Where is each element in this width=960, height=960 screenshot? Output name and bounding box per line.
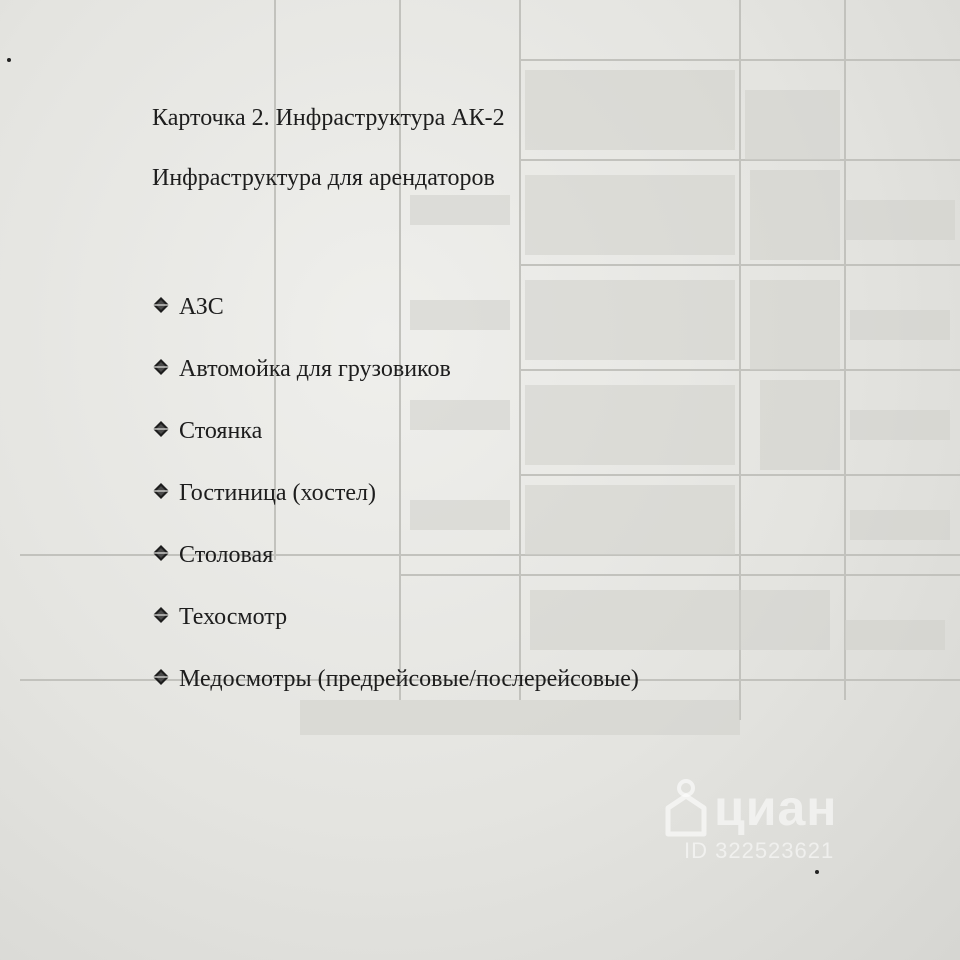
list-item: [152, 338, 639, 400]
list-item: [152, 462, 639, 524]
section-heading: Инфраструктура для арендаторов: [152, 165, 495, 191]
list-item-label: Медосмотры (предрейсовые/послерейсовые): [179, 665, 639, 692]
list-item: [152, 524, 639, 586]
card-title: Карточка 2. Инфраструктура АК-2: [152, 105, 505, 131]
stray-mark: [7, 58, 11, 62]
list-item: [152, 276, 639, 338]
diamond-bullet-icon: [152, 544, 170, 562]
infrastructure-list: [152, 276, 639, 710]
cian-house-icon: [664, 778, 708, 838]
list-item-label: Техосмотр: [179, 603, 288, 630]
diamond-bullet-icon: [152, 668, 170, 686]
list-item-label: АЗС: [179, 293, 224, 320]
diamond-bullet-icon: [152, 358, 170, 376]
diamond-bullet-icon: [152, 420, 170, 438]
watermark-brand: циан: [714, 780, 838, 836]
diamond-bullet-icon: [152, 296, 170, 314]
list-item: [152, 586, 639, 648]
list-item-label: Гостиница (хостел): [179, 479, 376, 506]
list-item: [152, 400, 639, 462]
list-item-label: Столовая: [179, 541, 274, 568]
watermark: [664, 778, 894, 888]
list-item-label: Автомойка для грузовиков: [179, 355, 451, 382]
diamond-bullet-icon: [152, 606, 170, 624]
list-item: [152, 648, 639, 710]
diamond-bullet-icon: [152, 482, 170, 500]
watermark-id: ID 322523621: [684, 838, 835, 863]
list-item-label: Стоянка: [179, 417, 263, 444]
